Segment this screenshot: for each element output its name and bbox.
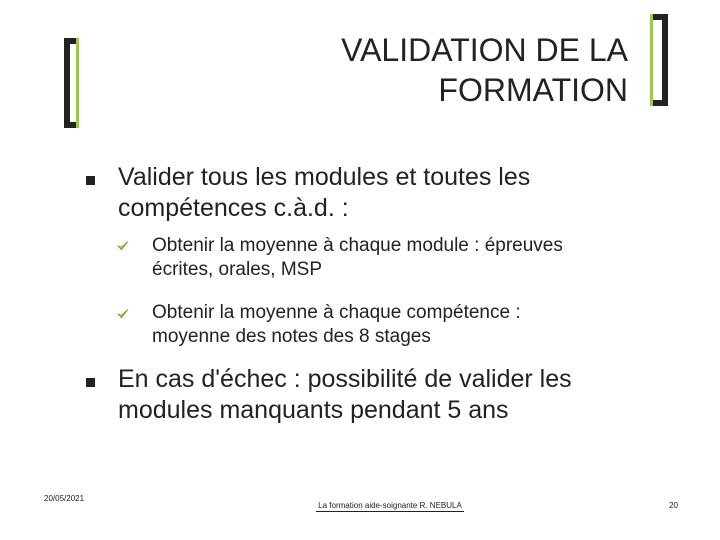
footer-date: 20/05/2021 bbox=[44, 494, 85, 503]
slide-title bbox=[168, 30, 628, 110]
bullet-text-line: En cas d'échec : possibilité de valider les bbox=[118, 365, 572, 393]
footer-text: La formation aide-soignante R. NEBULA bbox=[318, 501, 462, 510]
sub-bullet-text-line: moyenne des notes des 8 stages bbox=[152, 326, 431, 347]
sub-bullet-text-line: écrites, orales, MSP bbox=[152, 259, 322, 280]
square-bullet-icon bbox=[86, 378, 95, 387]
right-bracket-accent bbox=[650, 14, 653, 106]
slide-title-line: VALIDATION DE LA bbox=[341, 32, 628, 68]
bullet-text-line: compétences c.à.d. : bbox=[118, 194, 349, 222]
checkmark-bullet-icon bbox=[117, 240, 129, 252]
sub-bullet-text-line: Obtenir la moyenne à chaque module : épreuves bbox=[152, 235, 563, 256]
left-bracket-decoration bbox=[64, 38, 76, 128]
footer-underline bbox=[316, 511, 464, 512]
sub-bullet-text bbox=[152, 301, 672, 349]
sub-bullet-text-line: Obtenir la moyenne à chaque compétence : bbox=[152, 302, 521, 323]
sub-bullet-text bbox=[152, 234, 672, 282]
slide-title-line: FORMATION bbox=[438, 72, 628, 108]
left-bracket-accent bbox=[76, 38, 79, 128]
checkmark-bullet-icon bbox=[117, 308, 129, 320]
square-bullet-icon bbox=[86, 176, 95, 185]
page-number: 20 bbox=[669, 501, 678, 510]
bullet-text-line: Valider tous les modules et toutes les bbox=[118, 163, 531, 191]
bullet-text bbox=[118, 162, 678, 224]
bullet-text bbox=[118, 364, 678, 426]
bullet-text-line: modules manquants pendant 5 ans bbox=[118, 396, 509, 424]
